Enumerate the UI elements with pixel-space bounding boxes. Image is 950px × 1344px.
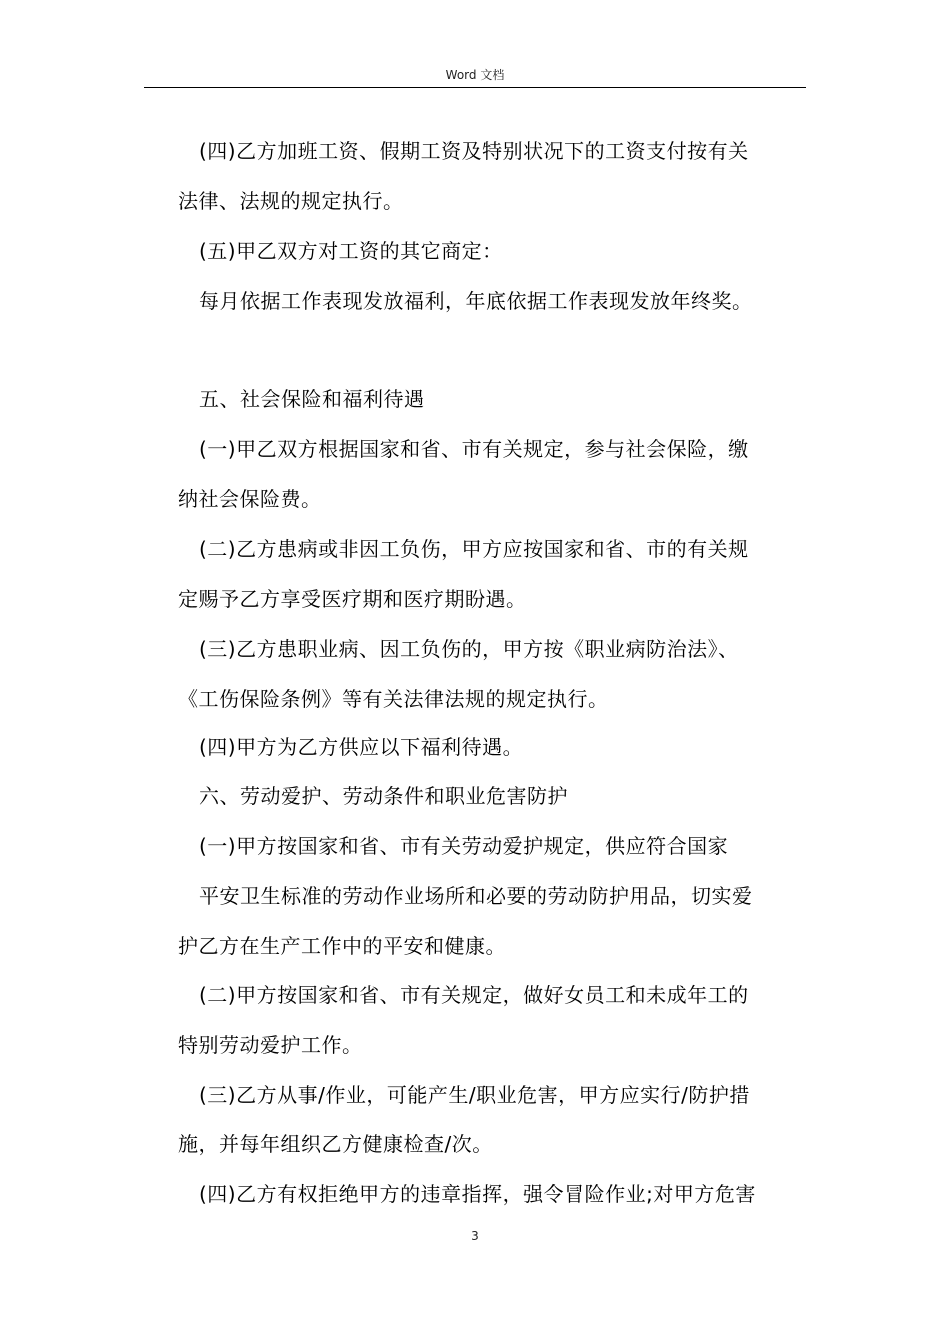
paragraph-line: 平安卫生标准的劳动作业场所和必要的劳动防护用品，切实爱 [199, 884, 753, 908]
paragraph-line: (五)甲乙双方对工资的其它商定： [199, 239, 503, 263]
paragraph-line: (三)乙方从事/作业，可能产生/职业危害，甲方应实行/防护措 [199, 1083, 750, 1107]
paragraph-line: 《工伤保险条例》等有关法律法规的规定执行。 [178, 687, 609, 711]
paragraph-line: (一)甲乙双方根据国家和省、市有关规定，参与社会保险，缴 [199, 437, 749, 461]
paragraph-line: (二)乙方患病或非因工负伤，甲方应按国家和省、市的有关规 [199, 537, 749, 561]
paragraph-line: (一)甲方按国家和省、市有关劳动爱护规定，供应符合国家 [199, 834, 729, 858]
paragraph-line: 施，并每年组织乙方健康检查/次。 [178, 1132, 493, 1156]
paragraph-line: 特别劳动爱护工作。 [178, 1033, 363, 1057]
paragraph-line: (二)甲方按国家和省、市有关规定，做好女员工和未成年工的 [199, 983, 749, 1007]
paragraph-line: (四)甲方为乙方供应以下福利待遇。 [199, 735, 524, 759]
paragraph-line: 法律、法规的规定执行。 [178, 189, 404, 213]
paragraph-line: (三)乙方患职业病、因工负伤的，甲方按《职业病防治法》、 [199, 637, 739, 661]
paragraph-line: 定赐予乙方享受医疗期和医疗期盼遇。 [178, 587, 527, 611]
paragraph-line: 纳社会保险费。 [178, 487, 322, 511]
paragraph-line: 护乙方在生产工作中的平安和健康。 [178, 934, 506, 958]
paragraph-line: (四)乙方加班工资、假期工资及特别状况下的工资支付按有关 [199, 139, 749, 163]
page-header: Word 文档 [445, 68, 505, 82]
page-number: 3 [471, 1229, 479, 1243]
section-heading: 六、劳动爱护、劳动条件和职业危害防护 [199, 784, 568, 808]
paragraph-line: 每月依据工作表现发放福利，年底依据工作表现发放年终奖。 [199, 289, 753, 313]
header-divider [144, 87, 806, 88]
paragraph-line: (四)乙方有权拒绝甲方的违章指挥，强令冒险作业;对甲方危害 [199, 1182, 756, 1206]
section-heading: 五、社会保险和福利待遇 [199, 387, 425, 411]
